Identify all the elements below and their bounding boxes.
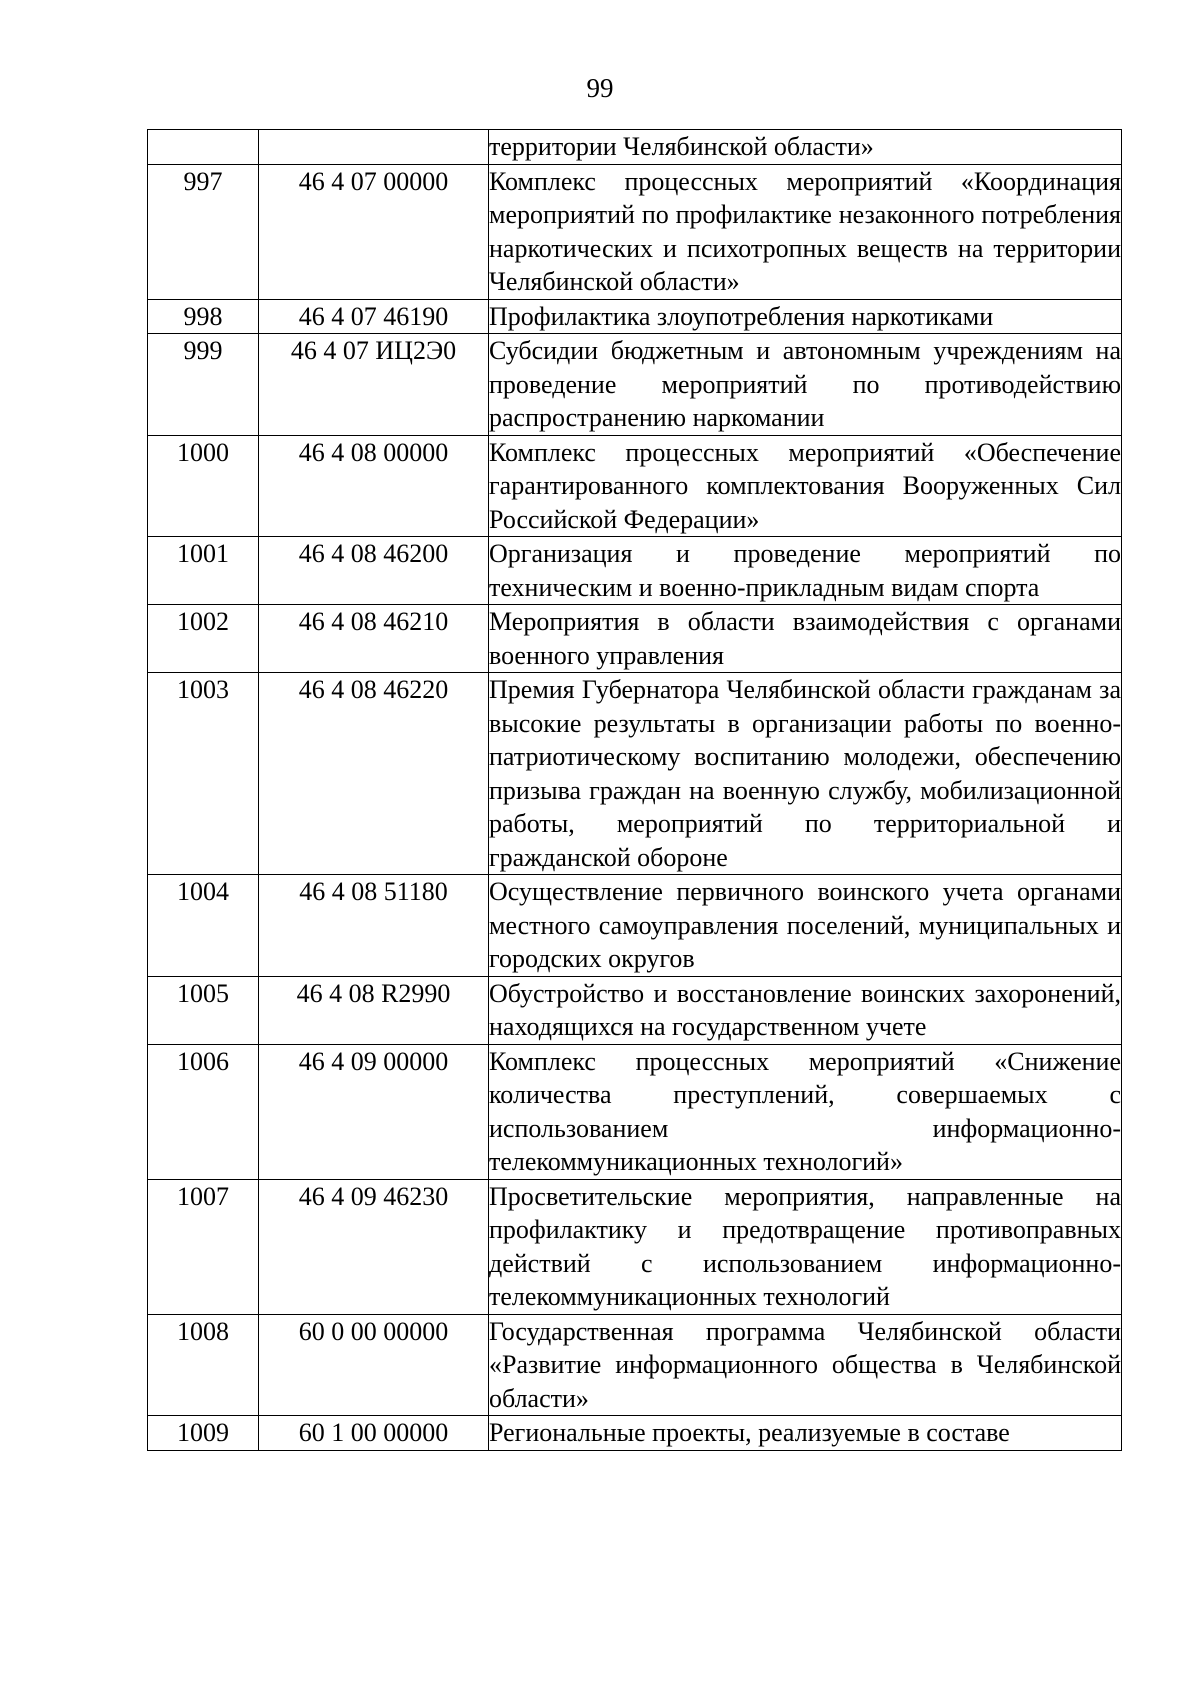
target-code: 46 4 08 46210 bbox=[259, 605, 489, 673]
row-number: 1002 bbox=[148, 605, 259, 673]
table-row bbox=[148, 976, 1122, 1044]
item-name: Просветительские мероприятия, направленные на профилактику и предотвращение противоправных действий с использованием информационно-телекоммуникационных технологий bbox=[489, 1179, 1122, 1314]
table-row bbox=[148, 875, 1122, 977]
row-number: 1003 bbox=[148, 673, 259, 875]
table-row bbox=[148, 435, 1122, 537]
row-number: 1000 bbox=[148, 435, 259, 537]
item-name: Субсидии бюджетным и автономным учреждениям на проведение мероприятий по противодействию распространению наркомании bbox=[489, 334, 1122, 436]
table-row bbox=[148, 1044, 1122, 1179]
target-code: 46 4 09 46230 bbox=[259, 1179, 489, 1314]
table-row bbox=[148, 1314, 1122, 1416]
target-code: 46 4 08 46220 bbox=[259, 673, 489, 875]
target-code: 46 4 09 00000 bbox=[259, 1044, 489, 1179]
row-number: 1006 bbox=[148, 1044, 259, 1179]
target-code: 46 4 07 ИЦ2Э0 bbox=[259, 334, 489, 436]
row-number: 998 bbox=[148, 299, 259, 334]
table-row bbox=[148, 299, 1122, 334]
item-name: Комплекс процессных мероприятий «Координация мероприятий по профилактике незаконного потребления наркотических и психотропных веществ на территории Челябинской области» bbox=[489, 164, 1122, 299]
target-code: 46 4 08 51180 bbox=[259, 875, 489, 977]
target-code: 46 4 08 R2990 bbox=[259, 976, 489, 1044]
page-number: 99 bbox=[586, 73, 614, 103]
row-number: 1008 bbox=[148, 1314, 259, 1416]
item-name: Мероприятия в области взаимодействия с органами военного управления bbox=[489, 605, 1122, 673]
target-code: 46 4 07 46190 bbox=[259, 299, 489, 334]
item-name: Организация и проведение мероприятий по техническим и военно-прикладным видам спорта bbox=[489, 537, 1122, 605]
table-row bbox=[148, 537, 1122, 605]
row-number: 1007 bbox=[148, 1179, 259, 1314]
item-name: Профилактика злоупотребления наркотиками bbox=[489, 299, 1122, 334]
table-row bbox=[148, 673, 1122, 875]
item-name: Комплекс процессных мероприятий «Снижение количества преступлений, совершаемых с использованием информационно-телекоммуникационных технологий» bbox=[489, 1044, 1122, 1179]
table-row bbox=[148, 164, 1122, 299]
target-code: 46 4 08 00000 bbox=[259, 435, 489, 537]
row-number: 1004 bbox=[148, 875, 259, 977]
table-row bbox=[148, 1179, 1122, 1314]
target-code: 46 4 07 00000 bbox=[259, 164, 489, 299]
table-row bbox=[148, 334, 1122, 436]
row-number: 999 bbox=[148, 334, 259, 436]
table-row bbox=[148, 605, 1122, 673]
row-number: 1001 bbox=[148, 537, 259, 605]
item-name: Государственная программа Челябинской области «Развитие информационного общества в Челябинской области» bbox=[489, 1314, 1122, 1416]
target-code: 60 0 00 00000 bbox=[259, 1314, 489, 1416]
item-name: Премия Губернатора Челябинской области гражданам за высокие результаты в организации работы по военно-патриотическому воспитанию молодежи, обеспечению призыва граждан на военную службу, мобилизационной работы, мероприятий по территориальной и гражданской обороне bbox=[489, 673, 1122, 875]
target-code: 60 1 00 00000 bbox=[259, 1416, 489, 1451]
row-number: 1009 bbox=[148, 1416, 259, 1451]
row-number: 1005 bbox=[148, 976, 259, 1044]
item-name: Обустройство и восстановление воинских захоронений, находящихся на государственном учете bbox=[489, 976, 1122, 1044]
target-code bbox=[259, 130, 489, 165]
item-name: Региональные проекты, реализуемые в составе bbox=[489, 1416, 1122, 1451]
item-name: Комплекс процессных мероприятий «Обеспечение гарантированного комплектования Вооруженных Сил Российской Федерации» bbox=[489, 435, 1122, 537]
table-row bbox=[148, 130, 1122, 165]
table-row bbox=[148, 1416, 1122, 1451]
item-name: Осуществление первичного воинского учета органами местного самоуправления поселений, муниципальных и городских округов bbox=[489, 875, 1122, 977]
target-code: 46 4 08 46200 bbox=[259, 537, 489, 605]
row-number bbox=[148, 130, 259, 165]
item-name: территории Челябинской области» bbox=[489, 130, 1122, 165]
classification-table bbox=[147, 129, 1122, 1451]
row-number: 997 bbox=[148, 164, 259, 299]
